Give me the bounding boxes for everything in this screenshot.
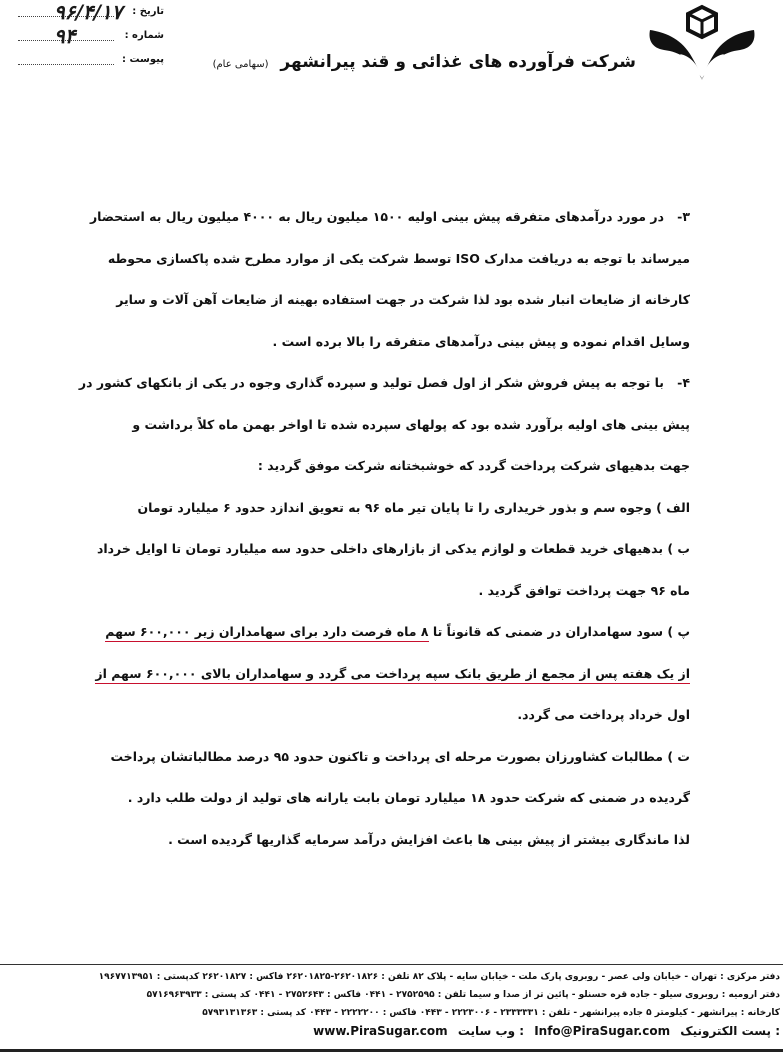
body-line-text: پیش بینی های اولیه برآورد شده بود که پولهای سپرده شده تا اواخر بهمن ماه کلاً برداشت و (132, 416, 690, 432)
email-link[interactable]: Info@PiraSugar.com (534, 1024, 671, 1038)
body-line-text: ماه ۹۶ جهت پرداخت توافق گردید . (478, 582, 690, 598)
footer-factory: کارخانه : پیرانشهر - کیلومتر ۵ جاده پیرانشهر - تلفن : ۲۳۳۳۳۳۱ - ۲۲۲۳۰۰۶ - ۰۴۴۳ فاکس : ۲۲۲۲۲۰۰ - ۰۴۴۳ کد پستی : ۵۷۹۳۱۳۱۳۶۳ (202, 1008, 780, 1018)
body-line (64, 703, 690, 745)
body-line-text: کارخانه از ضایعات انبار شده بود لذا شرکت در جهت استفاده بهینه از ضایعات آهن آلات و سایر (116, 292, 690, 307)
attachment-row (14, 52, 164, 76)
body-line-text: وسایل اقدام نموده و پیش بینی درآمدهای متفرقه را بالا برده است . (272, 333, 690, 349)
website-label: وب سایت : (457, 1024, 525, 1038)
date-label: تاریخ : (132, 6, 164, 17)
body-line-text: گردیده در ضمنی که شرکت حدود ۱۸ میلیارد تومان بابت یارانه های تولید از دولت طلب دارد . (127, 790, 690, 805)
number-label: شماره : (124, 30, 164, 41)
body-line (64, 745, 690, 787)
body-line-text: لذا ماندگاری بیشتر از پیش بینی ها باعث افزایش درآمد سرمایه گذاریها گردیده است . (168, 831, 690, 847)
body-line (64, 579, 690, 621)
body-line (64, 205, 690, 247)
footer-contact (40, 1022, 780, 1040)
body-line (64, 371, 690, 413)
body-line (64, 288, 690, 330)
body-line-text: ب ) بدهیهای خرید قطعات و لوازم یدکی از بازارهای داخلی حدود سه میلیارد تومان تا اوایل خرداد (96, 541, 690, 556)
body-line (64, 413, 690, 455)
body-line-text: الف ) وجوه سم و بذور خریداری را تا پایان تیر ماه ۹۶ به تعویق اندازد حدود ۶ میلیارد تومان (137, 499, 690, 515)
footer-urmia-office: دفتر ارومیه : روبروی سیلو - جاده قره حسنلو - پائین تر از صدا و سیما تلفن : ۲۷۵۲۵۹۵ - ۰۴۴۱ فاکس : ۲۷۵۲۶۴۳ - ۰۴۴۱ کد پستی : ۵۷۱۶۹۶۳۹۳۳ (146, 990, 780, 1000)
underlined-text: از یک هفته پس از مجمع از طریق بانک سپه پرداخت می گردد و سهامداران بالای ۶۰۰,۰۰۰ سهم از (95, 666, 690, 684)
body-line-text: در مورد درآمدهای متفرقه پیش بینی اولیه ۱۵۰۰ میلیون ریال به ۴۰۰۰ میلیون ریال به استحضار (89, 209, 664, 224)
body-line (64, 828, 690, 870)
body-line (64, 662, 690, 704)
body-line (64, 330, 690, 372)
company-name (212, 52, 636, 72)
bottom-border (0, 1049, 783, 1052)
attachment-label: پیوست : (121, 54, 164, 65)
number-value: ۹۴ (54, 24, 76, 48)
company-logo (646, 4, 758, 82)
body-line-text: پ ) سود سهامداران در ضمنی که قانوناً تا (428, 624, 690, 639)
company-type: (سهامی عام) (212, 59, 269, 70)
body-line (64, 454, 690, 496)
company-name-text: شرکت فرآورده های غذائی و قند پیرانشهر (280, 52, 636, 72)
body-line (64, 537, 690, 579)
body-line (64, 496, 690, 538)
letter-footer (40, 968, 780, 1040)
footer-head-office: دفتر مرکزی : تهران - خیابان ولی عصر - روبروی پارک ملت - خیابان سایه - پلاک ۸۲ تلفن : ۲۶۲۰۱۸۲۶-۲۶۲۰۱۸۲۵ فاکس : ۲۶۲۰۱۸۲۷ کدپستی : ۱۹۶۷۷۱۳۹۵۱ (98, 972, 780, 982)
letter-body (64, 205, 690, 869)
letter-meta (14, 0, 164, 76)
body-line-text: اول خرداد پرداخت می گردد. (517, 707, 690, 722)
date-value: ۹۶/۴/۱۷ (54, 0, 123, 24)
item-number: ۳- (677, 209, 690, 224)
body-line (64, 620, 690, 662)
underlined-text: ۸ ماه فرصت دارد برای سهامداران زیر ۶۰۰,۰۰۰ سهم (105, 624, 428, 642)
body-line-text: جهت بدهیهای شرکت پرداخت گردد که خوشبختانه شرکت موفق گردید : (257, 458, 690, 473)
email-label: پست الکترونیک : (680, 1024, 780, 1038)
item-number: ۴- (677, 375, 690, 390)
body-line-text: ت ) مطالبات کشاورزان بصورت مرحله ای پرداخت و تاکنون حدود ۹۵ درصد مطالباتشان پرداخت (110, 748, 690, 764)
date-row (14, 0, 164, 28)
number-row (14, 24, 164, 52)
website-link[interactable]: www.PiraSugar.com (313, 1024, 448, 1038)
attachment-dots (18, 64, 114, 65)
body-line-text: میرساند با توجه به دریافت مدارک ISO توسط شرکت یکی از موارد مطرح شده پاکسازی محوطه (107, 250, 690, 266)
body-line-text: با توجه به پیش فروش شکر از اول فصل تولید و سپرده گذاری وجوه در یکی از بانکهای کشور در (78, 375, 664, 390)
body-line (64, 786, 690, 828)
body-line (64, 247, 690, 289)
footer-divider (0, 964, 783, 965)
